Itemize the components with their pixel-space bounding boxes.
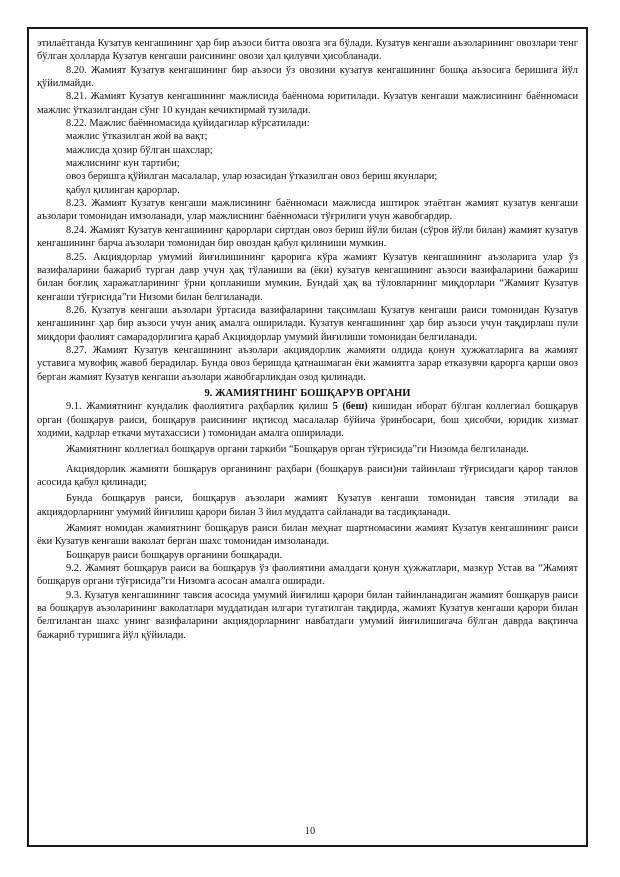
paragraph-8-26: 8.26. Кузатув кенгаши аъзолари ўртасида вазифаларини тақсимлаш Кузатув кенгаши раиси томонидан Кузатув кенгашининг ҳар бир аъзоси учун аниқ амалга оширилади. Кузатув кенгашининг ҳар бир аъзоси учун тақдирлаш пули миқдори фаолият самарадорлигига қараб Акциядорлар умумий йиғилиши томонидан белгиланади. bbox=[37, 304, 578, 343]
paragraph: Жамиятнинг коллегиал бошқарув органи таркиби “Бошқарув орган тўғрисида”ги Низомда белгиланади. bbox=[66, 444, 529, 456]
paragraph: Бошқарув раиси бошқарув органини бошқаради. bbox=[66, 549, 283, 561]
paragraph-8-25: 8.25. Акциядорлар умумий йиғилишининг қарорига кўра жамият Кузатув кенгашининг аъзоларига улар ўз вазифаларини бажариб турган давр учун ҳақ тўланиши ва (ёки) кузатув кенгашининг аъзоси вазифаларини бажариш билан боғлиқ харажатларининг ўрни қопланиши мумкин. Бундай ҳақ ва тўловларнинг миқдорлари “Жамият Кузатув кенгаши тўғрисида”ги Низоми билан белгиланади. bbox=[37, 251, 578, 303]
paragraph: Бунда бошқарув раиси, бошқарув аъзолари жамият Кузатув кенгаши томонидан тавсия этилади ва акциядорларнинг умумий йиғилиш қарори билан 3 йил муддатга сайланади ва тасдиқланади. bbox=[37, 493, 578, 518]
paragraph-8-21: 8.21. Жамият Кузатув кенгашининг мажлисида баённома юритилади. Кузатув кенгаши мажлисининг баённомаси мажлис ўтказилгандан сўнг 10 кундан кечиктирмай тузилади. bbox=[37, 91, 578, 116]
paragraph: Акциядорлик жамияти бошқарув органининг раҳбари (бошқарув раиси)ни тайинлаш тўғрисидаги қарор танлов асосида қабул қилинади; bbox=[37, 463, 578, 488]
list-item: овоз беришга қўйилган масалалар, улар юзасидан ўтказилган овоз бериш якунлари; bbox=[66, 171, 438, 183]
paragraph-8-23: 8.23. Жамият Кузатув кенгаши мажлисининг баённомаси мажлисда иштирок этаётган жамият кузатув кенгаши аъзолари томонидан имзоланади, улар мажлиснинг баённомаси тўғрилиги учун жавобгардир. bbox=[37, 198, 578, 223]
list-item: мажлисда ҳозир бўлган шахслар; bbox=[66, 144, 213, 156]
paragraph-9-3: 9.3. Кузатув кенгашининг тавсия асосида умумий йиғилиш қарори билан тайинланадиган жамият бошқарув раиси ва бошқарув аъзоларининг ваколатлари муддатидан илгари тугатилган тақдирда, жамият Кузатув кенгаши қарори билан белгиланган шахс унинг вазифаларини акциядорларнинг навбатдаги умумий йиғилишигача бўлган даврда вақтинча бажариб туришига йўл қўйилади. bbox=[37, 589, 578, 641]
section-heading: 9. ЖАМИЯТНИНГ БОШҚАРУВ ОРГАНИ bbox=[204, 387, 411, 399]
paragraph-8-27: 8.27. Жамият Кузатув кенгашининг аъзолари акциядорлик жамияти олдида қонун ҳужжатларига ва жамият уставига мувофиқ жавоб берадилар. Бунда овоз беришда қатнашмаган ёки жамиятга зарар етказувчи қарорга қарши овоз берган жамият Кузатув кенгаши аъзолари жавобгарликдан озод қилинади. bbox=[37, 344, 578, 383]
list-item: қабул қилинган қарорлар. bbox=[66, 184, 180, 196]
paragraph: Жамият номидан жамиятнинг бошқарув раиси билан меҳнат шартномасини жамият Кузатув кенгашининг раиси ёки Кузатув кенгаши ваколат берган шахс томонидан имзоланади. bbox=[37, 523, 578, 548]
paragraph-8-22: 8.22. Мажлис баённомасида қуйидагилар кўрсатилади: bbox=[66, 118, 310, 130]
list-item: мажлис ўтказилган жой ва вақт; bbox=[66, 131, 208, 143]
emphasis: 5 (беш) bbox=[332, 401, 368, 413]
paragraph-8-24: 8.24. Жамият Кузатув кенгашининг қарорлари сиртдан овоз бериш йўли билан (сўров йўли билан) жамият кузатув кенгашининг барча аъзолари томонидан бир овоздан қабул қилиниши мумкин. bbox=[37, 224, 578, 250]
paragraph-9-1 bbox=[37, 400, 578, 440]
list-item: мажлиснинг кун тартиби; bbox=[66, 158, 180, 170]
paragraph-continued: этилаётганда Кузатув кенгашининг ҳар бир аъзоси битта овозга эга бўлади. Кузатув кенгаши аъзоларининг овозлари тенг бўлган ҳолларда Кузатув кенгаши раисининг овози ҳал қилувчи ҳисобланади. bbox=[37, 38, 578, 63]
page-number: 10 bbox=[304, 826, 316, 837]
paragraph-9-2: 9.2. Жамият бошқарув раиси ва бошқарув ўз фаолиятини амалдаги қонун ҳужжатлари, мазкур Устав ва “Жамият бошқарув органи тўғрисида”ги Низомга асосан амалга оширади. bbox=[37, 563, 578, 588]
paragraph-8-20: 8.20. Жамият Кузатув кенгашининг бир аъзоси ўз овозини кузатув кенгашининг бошқа аъзосига беришига йўл қўйилмайди. bbox=[37, 64, 578, 90]
paragraph-9-1-text: 9.1. Жамиятнинг кундалик фаолиятига раҳбарлик қилиш 5 (беш) кишидан иборат бўлган коллегиал бошқарув орган (бошқарув раиси, бошқарув раисининг иқтисод масалалар бўйича ўринбосари, бош ҳисобчи, юридик хизмат ходими, кадрлар еткачи мутахассиси ) томонидан амалга оширилади. bbox=[37, 401, 579, 439]
document-body bbox=[37, 37, 578, 642]
